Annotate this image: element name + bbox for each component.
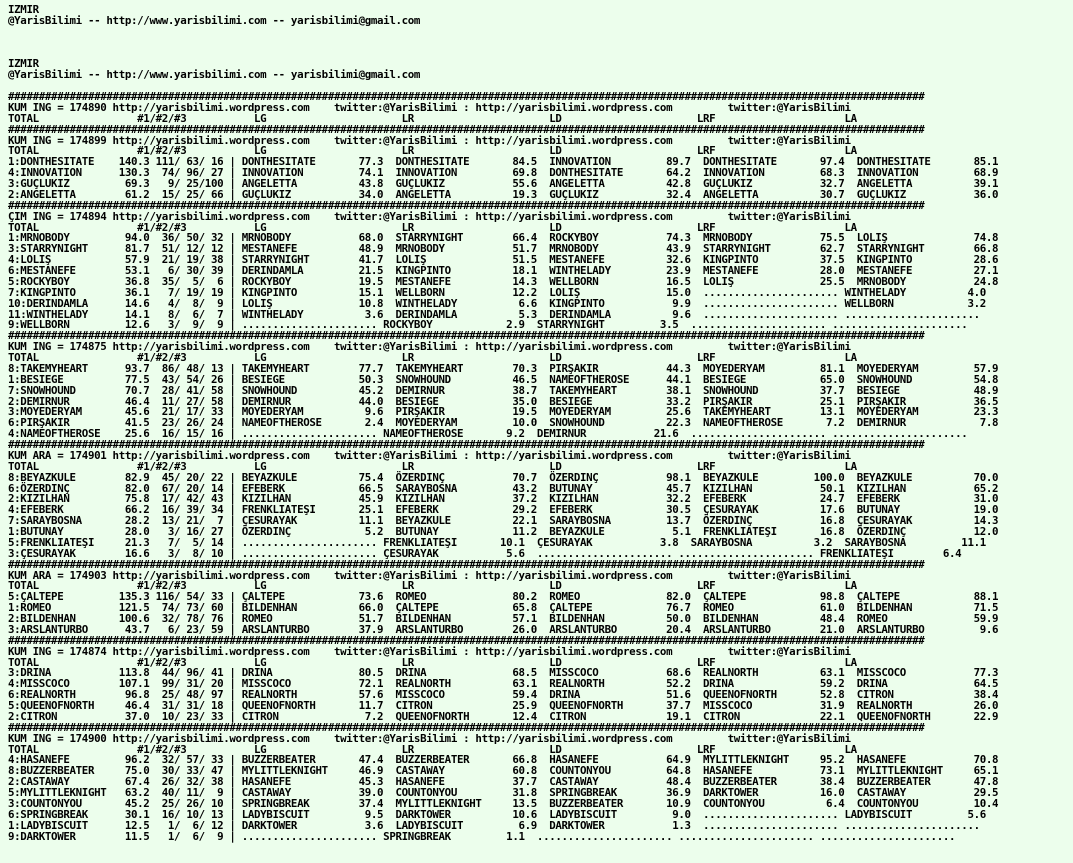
column-header-line: TOTAL #1/#2/#3 LG LR LD LRF LA	[8, 579, 857, 593]
text-line: @YarisBilimi -- http://www.yarisbilimi.com -- yarisbilimi@gmail.com	[8, 68, 421, 82]
text-line: @YarisBilimi -- http://www.yarisbilimi.com -- yarisbilimi@gmail.com	[8, 13, 421, 27]
table-row: 5:ÇALTEPE 135.3 116/ 54/ 33 | ÇALTEPE 73.6 ROMEO 80.2 ROMEO 82.0 ÇALTEPE 98.8 ÇALTEPE 88.1	[8, 590, 999, 604]
table-row: 2:CITRON 37.0 10/ 23/ 33 | CITRON 7.2 QUEENOFNORTH 12.4 CITRON 19.1 CITRON 22.1 QUEENOFNORTH 22.9	[8, 709, 999, 723]
table-row: 1:BESIEGE 77.5 43/ 54/ 26 | BESIEGE 50.3 SNOWHOUND 46.5 NAMEOFTHEROSE 44.1 BESIEGE 65.0 SNOWHOUND 54.8	[8, 372, 999, 386]
table-row: 3:MOYEDERYAM 45.6 21/ 17/ 33 | MOYEDERYAM 9.6 PIRŞAKIR 19.5 MOYEDERYAM 25.6 TAKEMYHEART 13.1 MOYEDERYAM 23.3	[8, 405, 999, 419]
table-row: 3:GUÇLUKIZ 69.3 9/ 25/100 | ANGELETTA 43.8 GUÇLUKIZ 55.6 ANGELETTA 42.8 GUÇLUKIZ 32.7 ANGELETTA 39.1	[8, 177, 999, 190]
column-header-line: TOTAL #1/#2/#3 LG LR LD LRF LA	[8, 111, 857, 125]
race-header-line: KUM ARA = 174901 http://yarisbilimi.wordpress.com twitter:@YarisBilimi : http://yarisbilimi.wordpress.com twitter:@YarisBilimi	[8, 448, 851, 462]
text-line: IZMIR	[8, 57, 39, 71]
table-row: 4:MISSCOCO 107.1 99/ 31/ 20 | MISSCOCO 72.1 REALNORTH 63.1 REALNORTH 52.2 DRINA 59.2 DRINA 64.5	[8, 677, 999, 691]
table-row: 3:COUNTONYOU 45.2 25/ 26/ 10 | SPRINGBREAK 37.4 MYLITTLEKNIGHT 13.5 BUZZERBEATER 10.9 COUNTONYOU 6.4 COUNTONYOU 10.4	[8, 796, 999, 810]
table-row: 6:ÖZERDINÇ 82.0 67/ 20/ 14 | EFEBERK 66.5 SARAYBOSNA 43.2 BUTUNAY 45.7 KIZILHAN 50.1 KIZILHAN 65.2	[8, 481, 999, 495]
table-row: 1:LADYBISCUIT 12.5 1/ 6/ 12 | DARKTOWER 3.6 LADYBISCUIT 6.9 DARKTOWER 1.3 ...................... ......................	[8, 818, 980, 832]
table-row: 3:STARRYNIGHT 81.7 51/ 12/ 12 | MESTANEFE 48.9 MRNOBODY 51.7 MRNOBODY 43.9 STARRYNIGHT 62.7 STARRYNIGHT 66.8	[8, 242, 999, 256]
column-header-line: TOTAL #1/#2/#3 LG LR LD LRF LA	[8, 655, 857, 669]
race-header-line: KUM ING = 174875 http://yarisbilimi.wordpress.com twitter:@YarisBilimi : http://yarisbilimi.wordpress.com twitter:@YarisBilimi	[8, 340, 851, 354]
table-row: 5:QUEENOFNORTH 46.4 31/ 31/ 18 | QUEENOFNORTH 11.7 CITRON 25.9 QUEENOFNORTH 37.7 MISSCOCO 31.9 REALNORTH 26.0	[8, 699, 999, 712]
race-header-line: ÇIM ING = 174894 http://yarisbilimi.wordpress.com twitter:@YarisBilimi : http://yarisbilimi.wordpress.com twitter:@YarisBilimi	[8, 209, 851, 223]
race-header-line: KUM ING = 174899 http://yarisbilimi.wordpress.com twitter:@YarisBilimi : http://yarisbilimi.wordpress.com twitter:@YarisBilimi	[8, 133, 851, 147]
table-row: 8:TAKEMYHEART 93.7 86/ 48/ 13 | TAKEMYHEART 77.7 TAKEMYHEART 70.3 PIRŞAKIR 44.3 MOYEDERYAM 81.1 MOYEDERYAM 57.9	[8, 361, 999, 375]
table-row: 1:ROMEO 121.5 74/ 73/ 60 | BILDENHAN 66.0 ÇALTEPE 65.8 ÇALTEPE 76.7 ROMEO 61.0 BILDENHAN 71.5	[8, 601, 999, 615]
table-row: 10:DERINDAMLA 14.6 4/ 8/ 9 | LOLIŞ 10.8 WINTHELADY 6.6 KINGPINTO 9.9 ...................... WELLBORN 3.2	[8, 296, 986, 310]
table-row: 3:ÇESURAYAK 16.6 3/ 8/ 10 | ...................... ÇESURAYAK 5.6 ...................... ...................... FRENKLIATEŞI 6.4	[8, 546, 962, 560]
table-row: 5:ROCKYBOY 36.8 35/ 5/ 6 | ROCKYBOY 19.5 MESTANEFE 14.3 WELLBORN 16.5 LOLIŞ 25.5 MRNOBODY 24.8	[8, 274, 999, 288]
separator-line: #####################################################################################################################################################	[8, 557, 925, 571]
table-row: 2:CASTAWAY 67.4 26/ 32/ 38 | HASANEFE 45.3 HASANEFE 37.7 CASTAWAY 48.4 BUZZERBEATER 38.4 BUZZERBEATER 47.8	[8, 775, 999, 789]
race-header-line: KUM ING = 174874 http://yarisbilimi.wordpress.com twitter:@YarisBilimi : http://yarisbilimi.wordpress.com twitter:@YarisBilimi	[8, 644, 851, 658]
table-row: 2:ANGELETTA 61.2 15/ 25/ 66 | GUÇLUKIZ 34.0 ANGELETTA 19.3 GUÇLUKIZ 32.4 ANGELETTA 30.7 GUÇLUKIZ 36.0	[8, 187, 999, 201]
table-row: 6:SPRINGBREAK 30.1 16/ 10/ 13 | LADYBISCUIT 9.5 DARKTOWER 10.6 LADYBISCUIT 9.0 ...................... LADYBISCUIT 5.6	[8, 807, 986, 821]
table-row: 6:PIRŞAKIR 41.5 23/ 26/ 24 | NAMEOFTHEROSE 2.4 MOYEDERYAM 10.0 SNOWHOUND 22.3 NAMEOFTHEROSE 7.2 DEMIRNUR 7.8	[8, 416, 999, 430]
table-row: 2:BILDENHAN 100.6 32/ 78/ 76 | ROMEO 51.7 BILDENHAN 57.1 BILDENHAN 50.0 BILDENHAN 48.4 ROMEO 59.9	[8, 612, 999, 625]
table-row: 4:NAMEOFTHEROSE 25.6 16/ 15/ 16 | ...................... NAMEOFTHEROSE 9.2 DEMIRNUR 21.6 ...................... ......................	[8, 427, 968, 441]
table-row: 7:KINGPINTO 36.1 7/ 19/ 19 | KINGPINTO 15.1 WELLBORN 12.2 LOLIŞ 15.0 ...................... WINTHELADY 4.0	[8, 285, 986, 299]
separator-line: #####################################################################################################################################################	[8, 90, 925, 103]
separator-line: #####################################################################################################################################################	[8, 122, 925, 136]
table-row: 7:SARAYBOSNA 28.2 13/ 21/ 7 | ÇESURAYAK 11.1 BEYAZKULE 22.1 SARAYBOSNA 13.7 ÖZERDINÇ 16.8 ÇESURAYAK 14.3	[8, 514, 999, 528]
table-row: 11:WINTHELADY 14.1 8/ 6/ 7 | WINTHELADY 3.6 DERINDAMLA 5.3 DERINDAMLA 9.6 ...................... ......................	[8, 307, 980, 321]
table-row: 6:REALNORTH 96.8 25/ 48/ 97 | REALNORTH 57.6 MISSCOCO 59.4 DRINA 51.6 QUEENOFNORTH 52.8 CITRON 38.4	[8, 688, 999, 702]
separator-line: #####################################################################################################################################################	[8, 720, 925, 734]
table-row: 6:MESTANEFE 53.1 6/ 30/ 39 | DERINDAMLA 21.5 KINGPINTO 18.1 WINTHELADY 23.9 MESTANEFE 28.0 MESTANEFE 27.1	[8, 264, 999, 277]
table-row: 1:MRNOBODY 94.0 36/ 50/ 32 | MRNOBODY 68.0 STARRYNIGHT 66.4 ROCKYBOY 74.3 MRNOBODY 75.5 LOLIŞ 74.8	[8, 231, 999, 245]
table-row: 2:DEMIRNUR 46.4 11/ 27/ 58 | DEMIRNUR 44.0 BESIEGE 35.0 BESIEGE 33.2 PIRŞAKIR 25.1 PIRŞAKIR 36.5	[8, 394, 999, 408]
column-header-line: TOTAL #1/#2/#3 LG LR LD LRF LA	[8, 351, 857, 364]
table-row: 4:INNOVATION 130.3 74/ 96/ 27 | INNOVATION 74.1 INNOVATION 69.8 DONTHESITATE 64.2 INNOVATION 68.3 INNOVATION 68.9	[8, 166, 999, 180]
column-header-line: TOTAL #1/#2/#3 LG LR LD LRF LA	[8, 459, 857, 473]
table-row: 9:WELLBORN 12.6 3/ 9/ 9 | ...................... ROCKYBOY 2.9 STARRYNIGHT 3.5 ...................... ......................	[8, 318, 968, 332]
table-row: 8:BEYAZKULE 82.9 45/ 20/ 22 | BEYAZKULE 75.4 ÖZERDINÇ 70.7 ÖZERDINÇ 98.1 BEYAZKULE 100.0 BEYAZKULE 70.0	[8, 470, 999, 484]
column-header-line: TOTAL #1/#2/#3 LG LR LD LRF LA	[8, 144, 857, 158]
table-row: 4:LOLIŞ 57.9 21/ 19/ 38 | STARRYNIGHT 41.7 LOLIŞ 51.5 MESTANEFE 32.6 KINGPINTO 37.5 KINGPINTO 28.6	[8, 253, 999, 267]
column-header-line: TOTAL #1/#2/#3 LG LR LD LRF LA	[8, 742, 857, 756]
race-header-line: KUM ING = 174890 http://yarisbilimi.wordpress.com twitter:@YarisBilimi : http://yarisbilimi.wordpress.com twitter:@YarisBilimi	[8, 100, 851, 114]
table-row: 4:EFEBERK 66.2 16/ 39/ 34 | FRENKLIATEŞI 25.1 EFEBERK 29.2 EFEBERK 30.5 ÇESURAYAK 17.6 BUTUNAY 19.0	[8, 503, 999, 517]
race-header-line: KUM ING = 174900 http://yarisbilimi.wordpress.com twitter:@YarisBilimi : http://yarisbilimi.wordpress.com twitter:@YarisBilimi	[8, 731, 851, 745]
table-row: 9:DARKTOWER 11.5 1/ 6/ 9 | ...................... SPRINGBREAK 1.1 ...................... ...................... ......................	[8, 829, 956, 843]
separator-line: #####################################################################################################################################################	[8, 329, 925, 343]
table-row: 5:MYLITTLEKNIGHT 63.2 40/ 11/ 9 | CASTAWAY 39.0 COUNTONYOU 31.8 SPRINGBREAK 36.9 DARKTOWER 16.0 CASTAWAY 29.5	[8, 786, 999, 799]
separator-line: #####################################################################################################################################################	[8, 438, 925, 451]
table-row: 7:SNOWHOUND 70.7 28/ 41/ 58 | SNOWHOUND 45.2 DEMIRNUR 38.7 TAKEMYHEART 38.1 SNOWHOUND 37.7 BESIEGE 48.9	[8, 383, 999, 397]
table-row: 4:HASANEFE 96.2 32/ 57/ 33 | BUZZERBEATER 47.4 BUZZERBEATER 66.8 HASANEFE 64.9 MYLITTLEKNIGHT 95.2 HASANEFE 70.8	[8, 753, 999, 767]
table-row: 2:KIZILHAN 75.8 17/ 42/ 43 | KIZILHAN 45.9 KIZILHAN 37.2 KIZILHAN 32.2 EFEBERK 24.7 EFEBERK 31.0	[8, 492, 999, 506]
table-row: 3:ARSLANTURBO 43.7 6/ 23/ 59 | ARSLANTURBO 37.9 ARSLANTURBO 26.0 ARSLANTURBO 20.4 ARSLANTURBO 21.0 ARSLANTURBO 9.6	[8, 622, 999, 636]
column-header-line: TOTAL #1/#2/#3 LG LR LD LRF LA	[8, 220, 857, 234]
table-row: 8:BUZZERBEATER 75.0 30/ 33/ 47 | MYLITTLEKNIGHT 46.9 CASTAWAY 60.8 COUNTONYOU 64.8 HASANEFE 73.1 MYLITTLEKNIGHT 65.1	[8, 764, 999, 778]
race-header-line: KUM ARA = 174903 http://yarisbilimi.wordpress.com twitter:@YarisBilimi : http://yarisbilimi.wordpress.com twitter:@YarisBilimi	[8, 568, 851, 582]
table-row: 1:BUTUNAY 28.0 3/ 16/ 27 | ÖZERDINÇ 5.2 BUTUNAY 11.2 BEYAZKULE 5.1 FRENKLIATEŞI 16.8 ÖZERDINÇ 12.0	[8, 525, 999, 538]
separator-line: #####################################################################################################################################################	[8, 633, 925, 647]
table-row: 3:DRINA 113.8 44/ 96/ 41 | DRINA 80.5 DRINA 68.5 MISSCOCO 68.6 REALNORTH 63.1 MISSCOCO 77.3	[8, 666, 999, 680]
separator-line: #####################################################################################################################################################	[8, 198, 925, 212]
text-line: IZMIR	[8, 3, 39, 16]
table-row: 5:FRENKLIATEŞI 21.3 7/ 5/ 14 | ...................... FRENKLIATEŞI 10.1 ÇESURAYAK 3.8 SARAYBOSNA 3.2 SARAYBOSNA 11.1	[8, 535, 986, 549]
table-row: 1:DONTHESITATE 140.3 111/ 63/ 16 | DONTHESITATE 77.3 DONTHESITATE 84.5 INNOVATION 89.7 DONTHESITATE 97.4 DONTHESITATE 85.1	[8, 155, 999, 169]
